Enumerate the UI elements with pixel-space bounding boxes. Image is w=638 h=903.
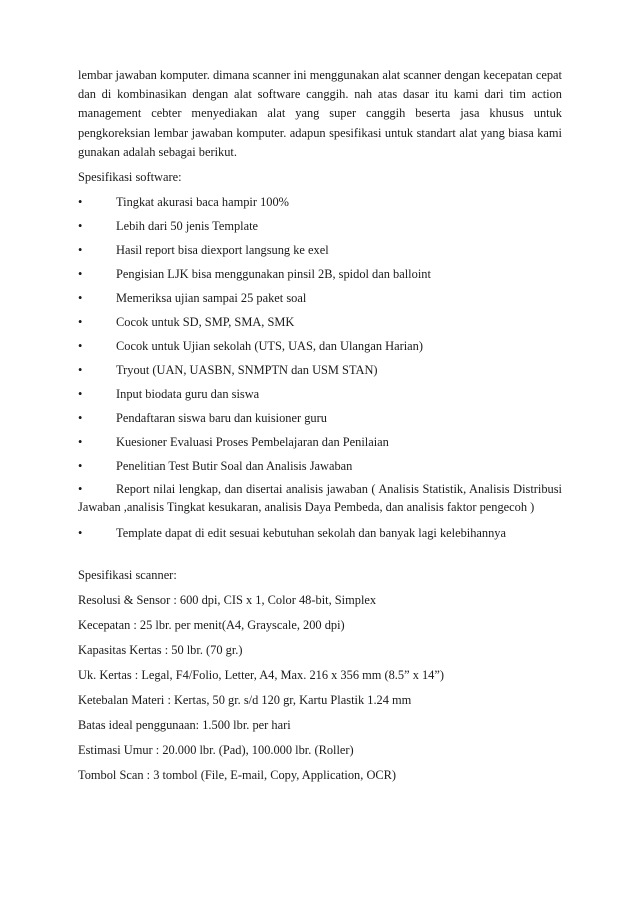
list-item — [78, 265, 562, 284]
list-item — [78, 313, 562, 332]
document-page — [78, 66, 562, 791]
bullet-icon: • — [78, 315, 83, 330]
spec-item: Resolusi & Sensor : 600 dpi, CIS x 1, Color 48-bit, Simplex — [78, 593, 377, 608]
list-item — [78, 241, 562, 260]
scanner-heading: Spesifikasi scanner: — [78, 568, 177, 583]
bullet-icon: • — [78, 267, 83, 282]
bullet-icon: • — [78, 387, 83, 402]
list-item-text: Lebih dari 50 jenis Template — [116, 219, 259, 234]
list-item — [78, 289, 562, 308]
list-item-text: Cocok untuk SD, SMP, SMA, SMK — [116, 315, 295, 330]
list-item-text: Cocok untuk Ujian sekolah (UTS, UAS, dan Ulangan Harian) — [116, 339, 423, 354]
list-item — [78, 385, 562, 404]
bullet-icon: • — [78, 291, 83, 306]
spec-item: Kapasitas Kertas : 50 lbr. (70 gr.) — [78, 643, 243, 658]
list-item — [78, 337, 562, 356]
list-item — [78, 361, 562, 380]
spec-item: Uk. Kertas : Legal, F4/Folio, Letter, A4, Max. 216 x 356 mm (8.5” x 14”) — [78, 668, 445, 683]
list-item-text: Memeriksa ujian sampai 25 paket soal — [116, 291, 307, 306]
list-item-text: Kuesioner Evaluasi Proses Pembelajaran dan Penilaian — [116, 435, 389, 450]
bullet-icon: • — [78, 459, 83, 474]
bullet-icon: • — [78, 411, 83, 426]
scanner-spec-list — [78, 591, 562, 785]
bullet-icon: • — [78, 482, 83, 497]
list-item-text: Report nilai lengkap, dan disertai analisis jawaban ( Analisis Statistik, Analisis Distribusi Jawaban ,analisis Tingkat kesukaran, analisis Daya Pembeda, dan analisis faktor pengecoh ) — [78, 482, 562, 514]
list-item — [78, 217, 562, 236]
list-item-report — [78, 481, 562, 516]
spec-item: Tombol Scan : 3 tombol (File, E-mail, Copy, Application, OCR) — [78, 768, 397, 783]
spec-item: Batas ideal penggunaan: 1.500 lbr. per hari — [78, 718, 291, 733]
list-item — [78, 433, 562, 452]
software-heading: Spesifikasi software: — [78, 170, 182, 185]
spec-item: Ketebalan Materi : Kertas, 50 gr. s/d 120 gr, Kartu Plastik 1.24 mm — [78, 693, 412, 708]
bullet-icon: • — [78, 219, 83, 234]
bullet-icon: • — [78, 339, 83, 354]
list-item — [78, 457, 562, 476]
spec-item: Kecepatan : 25 lbr. per menit(A4, Grayscale, 200 dpi) — [78, 618, 345, 633]
bullet-icon: • — [78, 363, 83, 378]
list-item-text: Tingkat akurasi baca hampir 100% — [116, 195, 289, 210]
spec-item: Estimasi Umur : 20.000 lbr. (Pad), 100.000 lbr. (Roller) — [78, 743, 354, 758]
list-item-text: Input biodata guru dan siswa — [116, 387, 260, 402]
software-spec-list — [78, 193, 562, 543]
list-item-text: Tryout (UAN, UASBN, SNMPTN dan USM STAN) — [116, 363, 378, 378]
list-item-text: Template dapat di edit sesuai kebutuhan sekolah dan banyak lagi kelebihannya — [116, 526, 506, 541]
list-item-text: Pendaftaran siswa baru dan kuisioner guru — [116, 411, 327, 426]
list-item — [78, 409, 562, 428]
intro-paragraph: lembar jawaban komputer. dimana scanner ini menggunakan alat scanner dengan kecepatan cepat dan di kombinasikan dengan alat software canggih. nah atas dasar itu kami dari tim action management cebter menyediakan alat yang super canggih beserta jasa khusus untuk pengkoreksian lembar jawaban komputer. adapun spesifikasi untuk standart alat yang biasa kami gunakan adalah sebagai berikut. — [78, 68, 562, 159]
bullet-icon: • — [78, 243, 83, 258]
bullet-icon: • — [78, 195, 83, 210]
list-item-text: Penelitian Test Butir Soal dan Analisis Jawaban — [116, 459, 353, 474]
list-item — [78, 524, 562, 543]
list-item-text: Pengisian LJK bisa menggunakan pinsil 2B, spidol dan balloint — [116, 267, 431, 282]
list-item — [78, 193, 562, 212]
bullet-icon: • — [78, 526, 83, 541]
bullet-icon: • — [78, 435, 83, 450]
list-item-text: Hasil report bisa diexport langsung ke exel — [116, 243, 329, 258]
